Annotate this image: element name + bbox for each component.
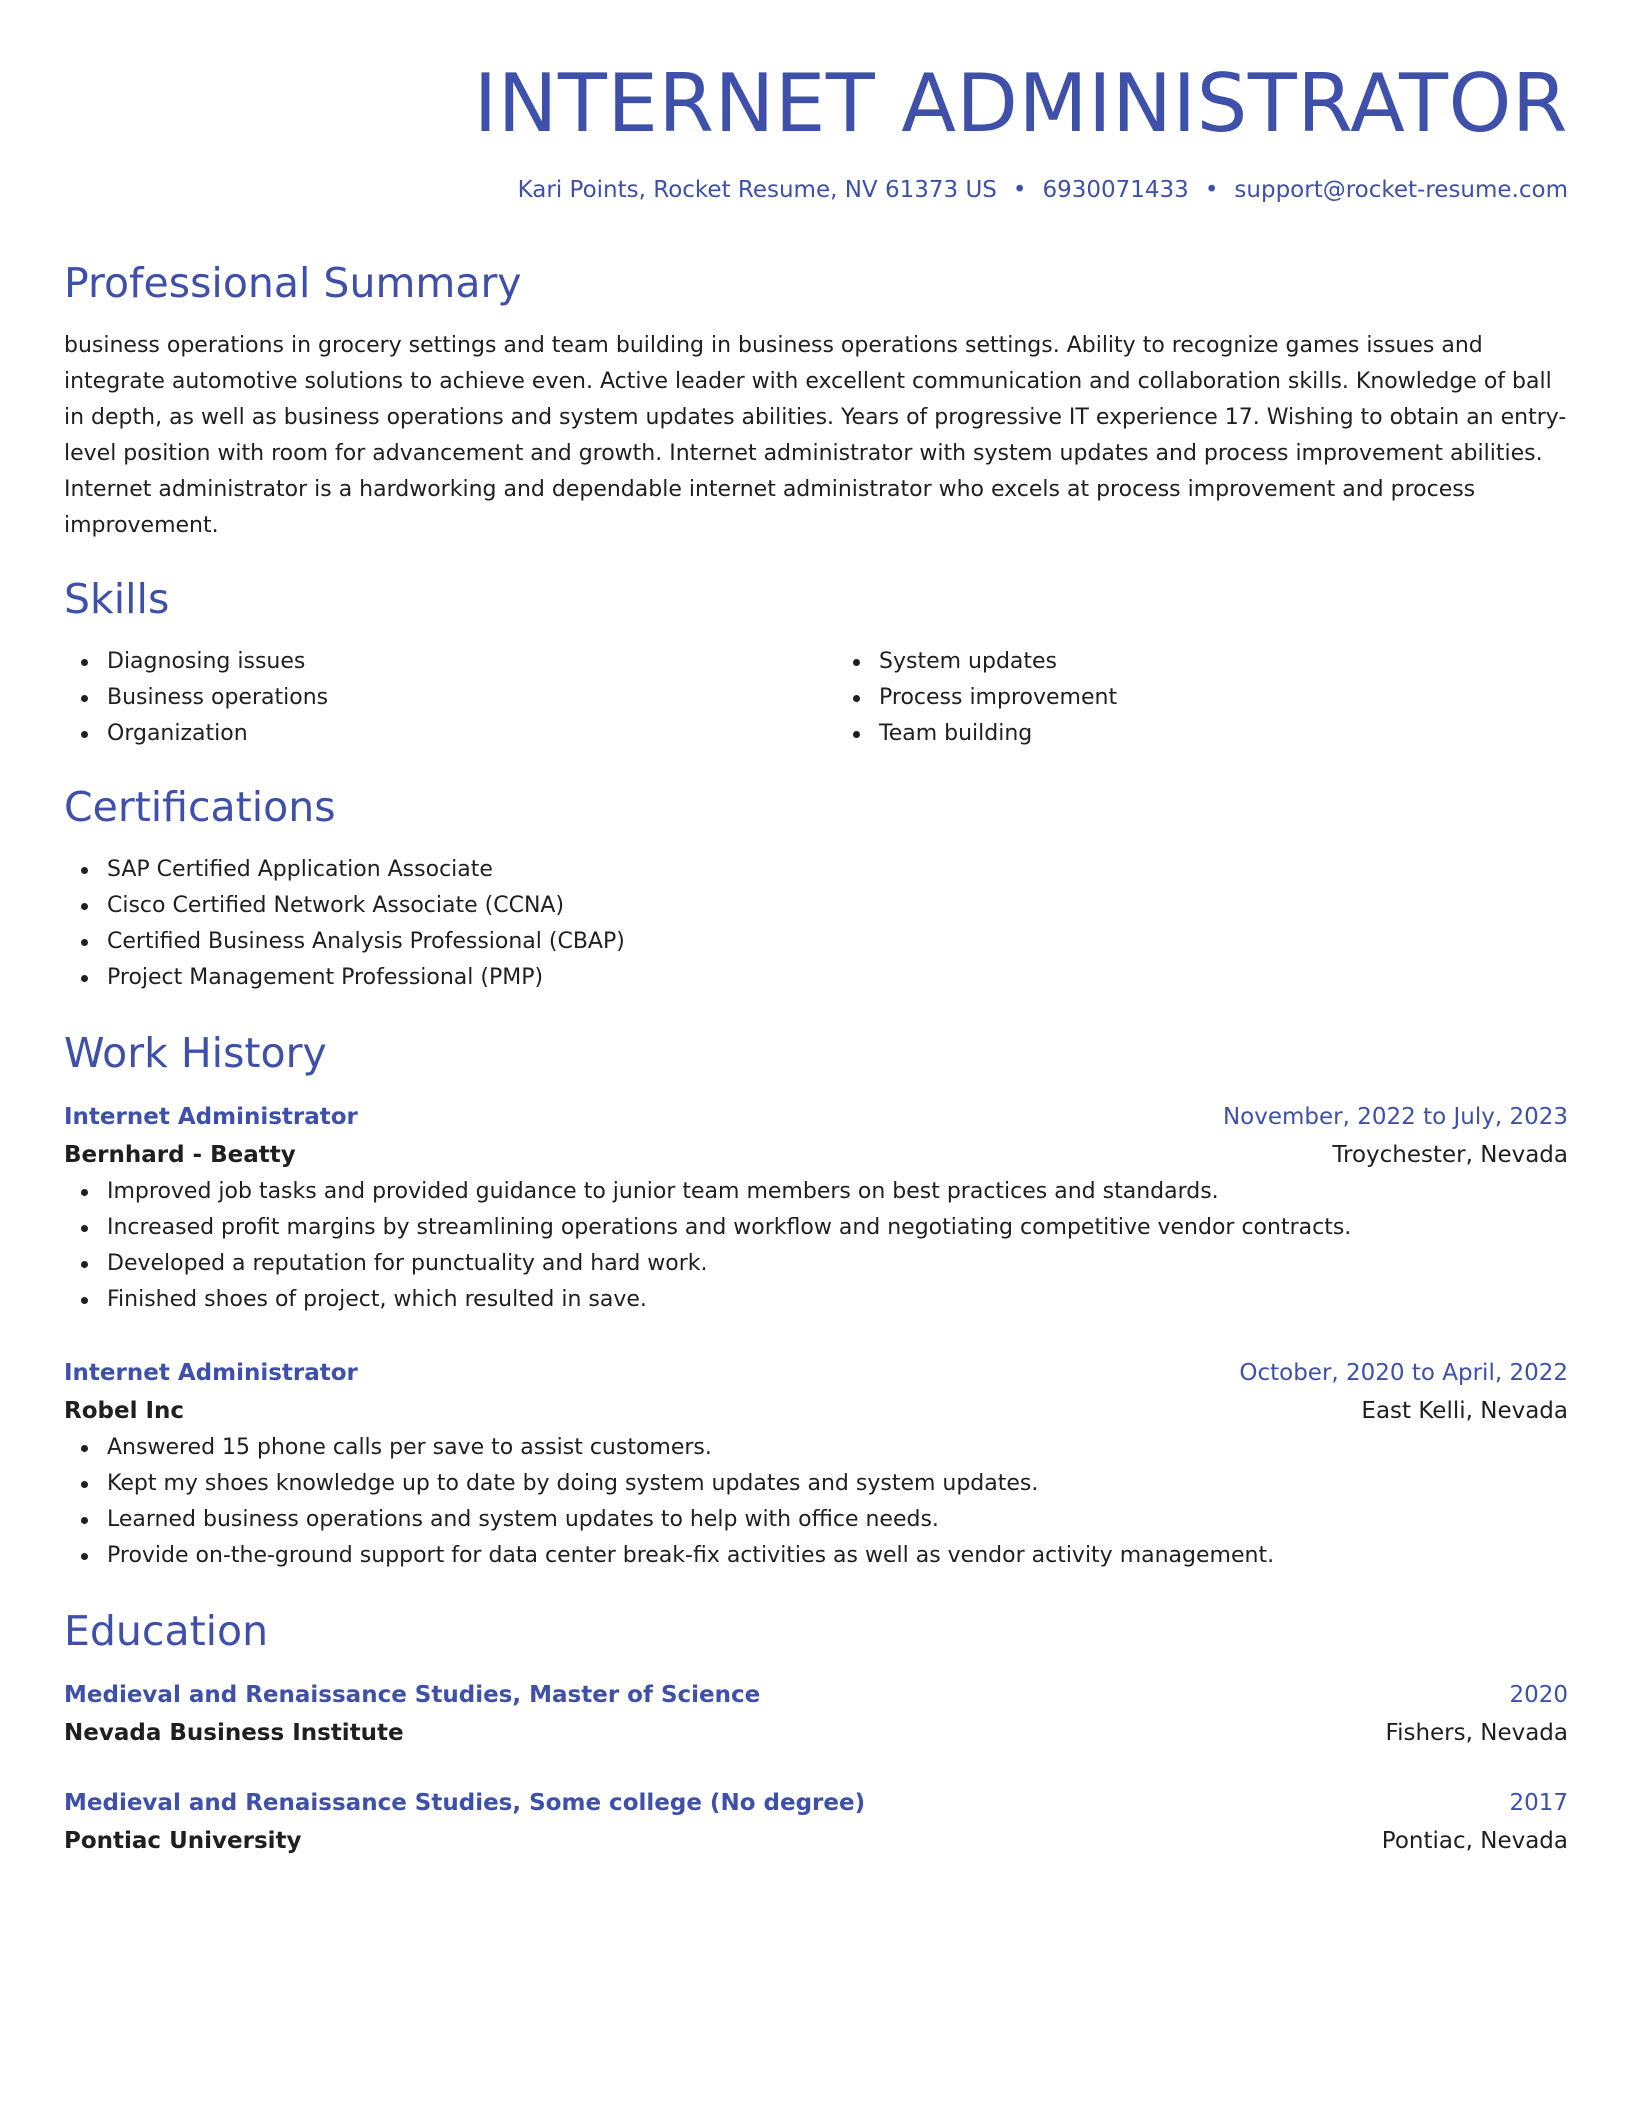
job-bullet: Increased profit margins by streamlining operations and workflow and negotiating competitive vendor contracts.	[107, 1210, 1568, 1246]
job-location: Troychester, Nevada	[1332, 1142, 1568, 1168]
job-dates: October, 2020 to April, 2022	[1239, 1360, 1568, 1386]
education-heading: Education	[64, 1607, 269, 1655]
job-bullets	[64, 1430, 1568, 1574]
skills-list-right	[836, 644, 1568, 752]
contact-separator: •	[1204, 177, 1219, 203]
skill-item: Organization	[107, 716, 796, 752]
job-company: Robel Inc	[64, 1398, 185, 1424]
school-name: Pontiac University	[64, 1828, 302, 1854]
job-dates: November, 2022 to July, 2023	[1222, 1104, 1568, 1130]
skills-section	[64, 572, 1568, 752]
job-entry	[64, 1098, 1568, 1318]
work-history-heading: Work History	[64, 1029, 327, 1077]
summary-section	[64, 256, 1568, 544]
degree-year: 2017	[1509, 1790, 1568, 1816]
job-bullet: Finished shoes of project, which resulted in save.	[107, 1282, 1568, 1318]
skill-item: System updates	[879, 644, 1568, 680]
job-bullet: Provide on-the-ground support for data center break-fix activities as well as vendor activity management.	[107, 1538, 1568, 1574]
work-history-section	[64, 1026, 1568, 1574]
education-entry	[64, 1784, 1568, 1860]
job-bullet: Kept my shoes knowledge up to date by doing system updates and system updates.	[107, 1466, 1568, 1502]
job-company: Bernhard - Beatty	[64, 1142, 296, 1168]
certification-item: Certified Business Analysis Professional (CBAP)	[107, 924, 1568, 960]
skills-list-left	[64, 644, 796, 752]
school-location: Pontiac, Nevada	[1381, 1828, 1568, 1854]
resume-header	[64, 56, 1568, 206]
certification-item: Project Management Professional (PMP)	[107, 960, 1568, 996]
contact-line	[64, 174, 1568, 206]
certifications-list	[64, 852, 1568, 996]
contact-phone: 6930071433	[1042, 177, 1189, 203]
skill-item: Process improvement	[879, 680, 1568, 716]
contact-separator: •	[1012, 177, 1027, 203]
job-title: Internet Administrator	[64, 1360, 358, 1386]
certification-item: SAP Certified Application Associate	[107, 852, 1568, 888]
school-location: Fishers, Nevada	[1385, 1720, 1568, 1746]
job-bullet: Learned business operations and system updates to help with office needs.	[107, 1502, 1568, 1538]
job-bullet: Developed a reputation for punctuality and hard work.	[107, 1246, 1568, 1282]
certification-item: Cisco Certified Network Associate (CCNA)	[107, 888, 1568, 924]
degree-title: Medieval and Renaissance Studies, Some college (No degree)	[64, 1790, 866, 1816]
skill-item: Business operations	[107, 680, 796, 716]
school-name: Nevada Business Institute	[64, 1720, 404, 1746]
job-title-heading: INTERNET ADMINISTRATOR	[473, 57, 1568, 150]
contact-email: support@rocket-resume.com	[1234, 177, 1568, 203]
job-title: Internet Administrator	[64, 1104, 358, 1130]
degree-year: 2020	[1509, 1682, 1568, 1708]
education-section	[64, 1604, 1568, 1860]
skills-heading: Skills	[64, 575, 170, 623]
job-location: East Kelli, Nevada	[1361, 1398, 1568, 1424]
skill-item: Team building	[879, 716, 1568, 752]
degree-title: Medieval and Renaissance Studies, Master of Science	[64, 1682, 761, 1708]
job-bullets	[64, 1174, 1568, 1318]
summary-heading: Professional Summary	[64, 259, 522, 307]
job-bullet: Improved job tasks and provided guidance to junior team members on best practices and standards.	[107, 1174, 1568, 1210]
summary-text: business operations in grocery settings and team building in business operations settings. Ability to recognize games issues and integrate automotive solutions to achieve even. Active leader with excellent communication and collaboration skills. Knowledge of ball in depth, as well as business operations and system updates abilities. Years of progressive IT experience 17. Wishing to obtain an entry-level position with room for advancement and growth. Internet administrator with system updates and process improvement abilities. Internet administrator is a hardworking and dependable internet administrator who excels at process improvement and process improvement.	[64, 333, 1567, 538]
contact-address: Kari Points, Rocket Resume, NV 61373 US	[517, 177, 997, 203]
job-bullet: Answered 15 phone calls per save to assist customers.	[107, 1430, 1568, 1466]
certifications-heading: Certifications	[64, 783, 336, 831]
certifications-section	[64, 780, 1568, 996]
job-entry	[64, 1354, 1568, 1574]
education-entry	[64, 1676, 1568, 1752]
skill-item: Diagnosing issues	[107, 644, 796, 680]
